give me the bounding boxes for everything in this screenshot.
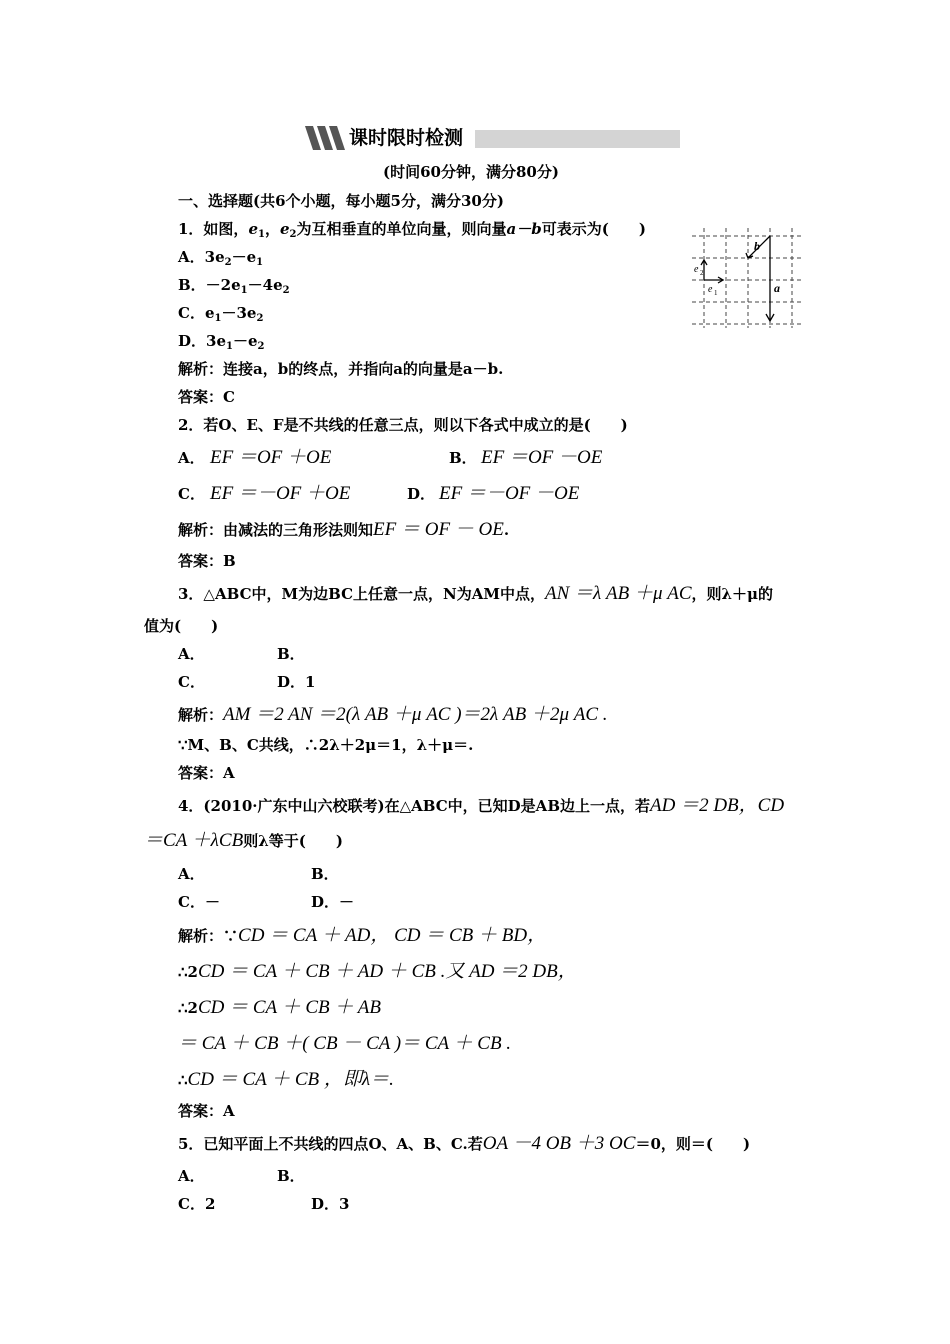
q4-stem: 4．(2010·广东中山六校联考)在△ABC中，已知D是AB边上一点，若AD ＝2 DB，CD: [178, 795, 785, 816]
q3-answer: 答案：A: [178, 764, 235, 782]
q2-option-a-expr: EF ＝OF ＋OE: [210, 447, 332, 468]
q3-option-a: A．: [178, 645, 205, 663]
q1-option-d: D．$3e_1-e_2$: [178, 332, 265, 352]
q2-answer: 答案：B: [178, 552, 236, 570]
q1-option-a: A．$3e_2-e_1$: [178, 248, 264, 268]
fig-sub-e2: 2: [700, 269, 704, 277]
section-title: 一、选择题(共6个小题，每小题5分，满分30分): [178, 192, 504, 210]
q3-option-b: B．: [277, 645, 305, 663]
q1-option-c: C．$e_1-3e_2$: [178, 304, 264, 324]
q4-option-c: C．－: [178, 893, 220, 911]
time-note: (时间60分钟，满分80分): [383, 163, 559, 181]
q3-stem-cont: 值为( ): [144, 617, 219, 635]
q3-option-c: C．: [178, 673, 205, 691]
q4-answer: 答案：A: [178, 1102, 235, 1120]
q3-stem: 3．△ABC中，M为边BC上任意一点，N为AM中点，AN ＝λ AB ＋μ AC，则λ＋μ的: [178, 583, 774, 604]
fig-label-e1: e: [708, 284, 713, 295]
q4-analysis-5: ∴CD ＝ CA ＋ CB ，即λ＝.: [178, 1069, 394, 1090]
q3-option-d: D．1: [277, 673, 316, 691]
q2-analysis: 解析：由减法的三角形法则知EF ＝ OF － OE.: [178, 519, 510, 540]
section-banner: [305, 126, 680, 150]
q2-option-d: D．: [407, 485, 436, 503]
q4-analysis-3: ∴2CD ＝ CA ＋ CB ＋ AB: [178, 997, 381, 1018]
q5-option-c: C．2: [178, 1195, 216, 1213]
q2-stem: 2．若O、E、F是不共线的任意三点，则以下各式中成立的是( ): [178, 416, 628, 434]
q1-option-b: B．$-2e_1-4e_2$: [178, 276, 290, 296]
q4-option-a: A．: [178, 865, 205, 883]
q5-option-b: B．: [277, 1167, 305, 1185]
q4-analysis-1: 解析：∵CD ＝ CA ＋ AD， CD ＝ CB ＋ BD，: [178, 925, 547, 946]
q2-option-d-expr: EF ＝－OF －OE: [439, 483, 580, 504]
q4-analysis-2: ∴2CD ＝ CA ＋ CB ＋ AD ＋ CB .又 AD ＝2 DB，: [178, 961, 577, 982]
fig-sub-e1: 1: [714, 289, 718, 297]
q4-option-d: D．－: [311, 893, 355, 911]
q5-option-d: D．3: [311, 1195, 350, 1213]
q2-option-c-expr: EF ＝－OF ＋OE: [210, 483, 351, 504]
banner-gray-bar: [475, 130, 680, 148]
q1-stem: 1．如图，$e_1$，$e_2$为互相垂直的单位向量，则向量a－b可表示为( ): [178, 220, 646, 240]
q4-analysis-4: ＝ CA ＋ CB ＋( CB － CA )＝ CA ＋ CB .: [178, 1033, 512, 1054]
q2-option-c: C．: [178, 485, 205, 503]
q4-stem-cont: ＝CA ＋λCB则λ等于( ): [144, 830, 343, 851]
q1-answer: 答案：C: [178, 388, 235, 406]
fig-label-b: b: [754, 239, 760, 253]
q1-vector-grid-figure: [692, 228, 804, 328]
q5-option-a: A．: [178, 1167, 205, 1185]
q3-analysis-2: ∵M、B、C共线，∴2λ＋2μ＝1，λ＋μ＝.: [178, 736, 474, 754]
page-title: 课时限时检测: [349, 127, 464, 149]
q4-option-b: B．: [311, 865, 339, 883]
q3-analysis: 解析：AM ＝2 AN ＝2(λ AB ＋μ AC )＝2λ AB ＋2μ AC .: [178, 704, 608, 725]
fig-label-e2: e: [694, 264, 699, 275]
q2-option-b: B．: [449, 449, 477, 467]
q2-option-a: A．: [178, 449, 205, 467]
fig-label-a: a: [774, 281, 780, 295]
q1-analysis: 解析：连接a，b的终点，并指向a的向量是a－b.: [178, 360, 504, 378]
q2-option-b-expr: EF ＝OF －OE: [481, 447, 603, 468]
q5-stem: 5．已知平面上不共线的四点O、A、B、C.若OA －4 OB ＋3 OC＝0，则＝( ): [178, 1133, 751, 1154]
banner-stripes-icon: [305, 126, 349, 150]
